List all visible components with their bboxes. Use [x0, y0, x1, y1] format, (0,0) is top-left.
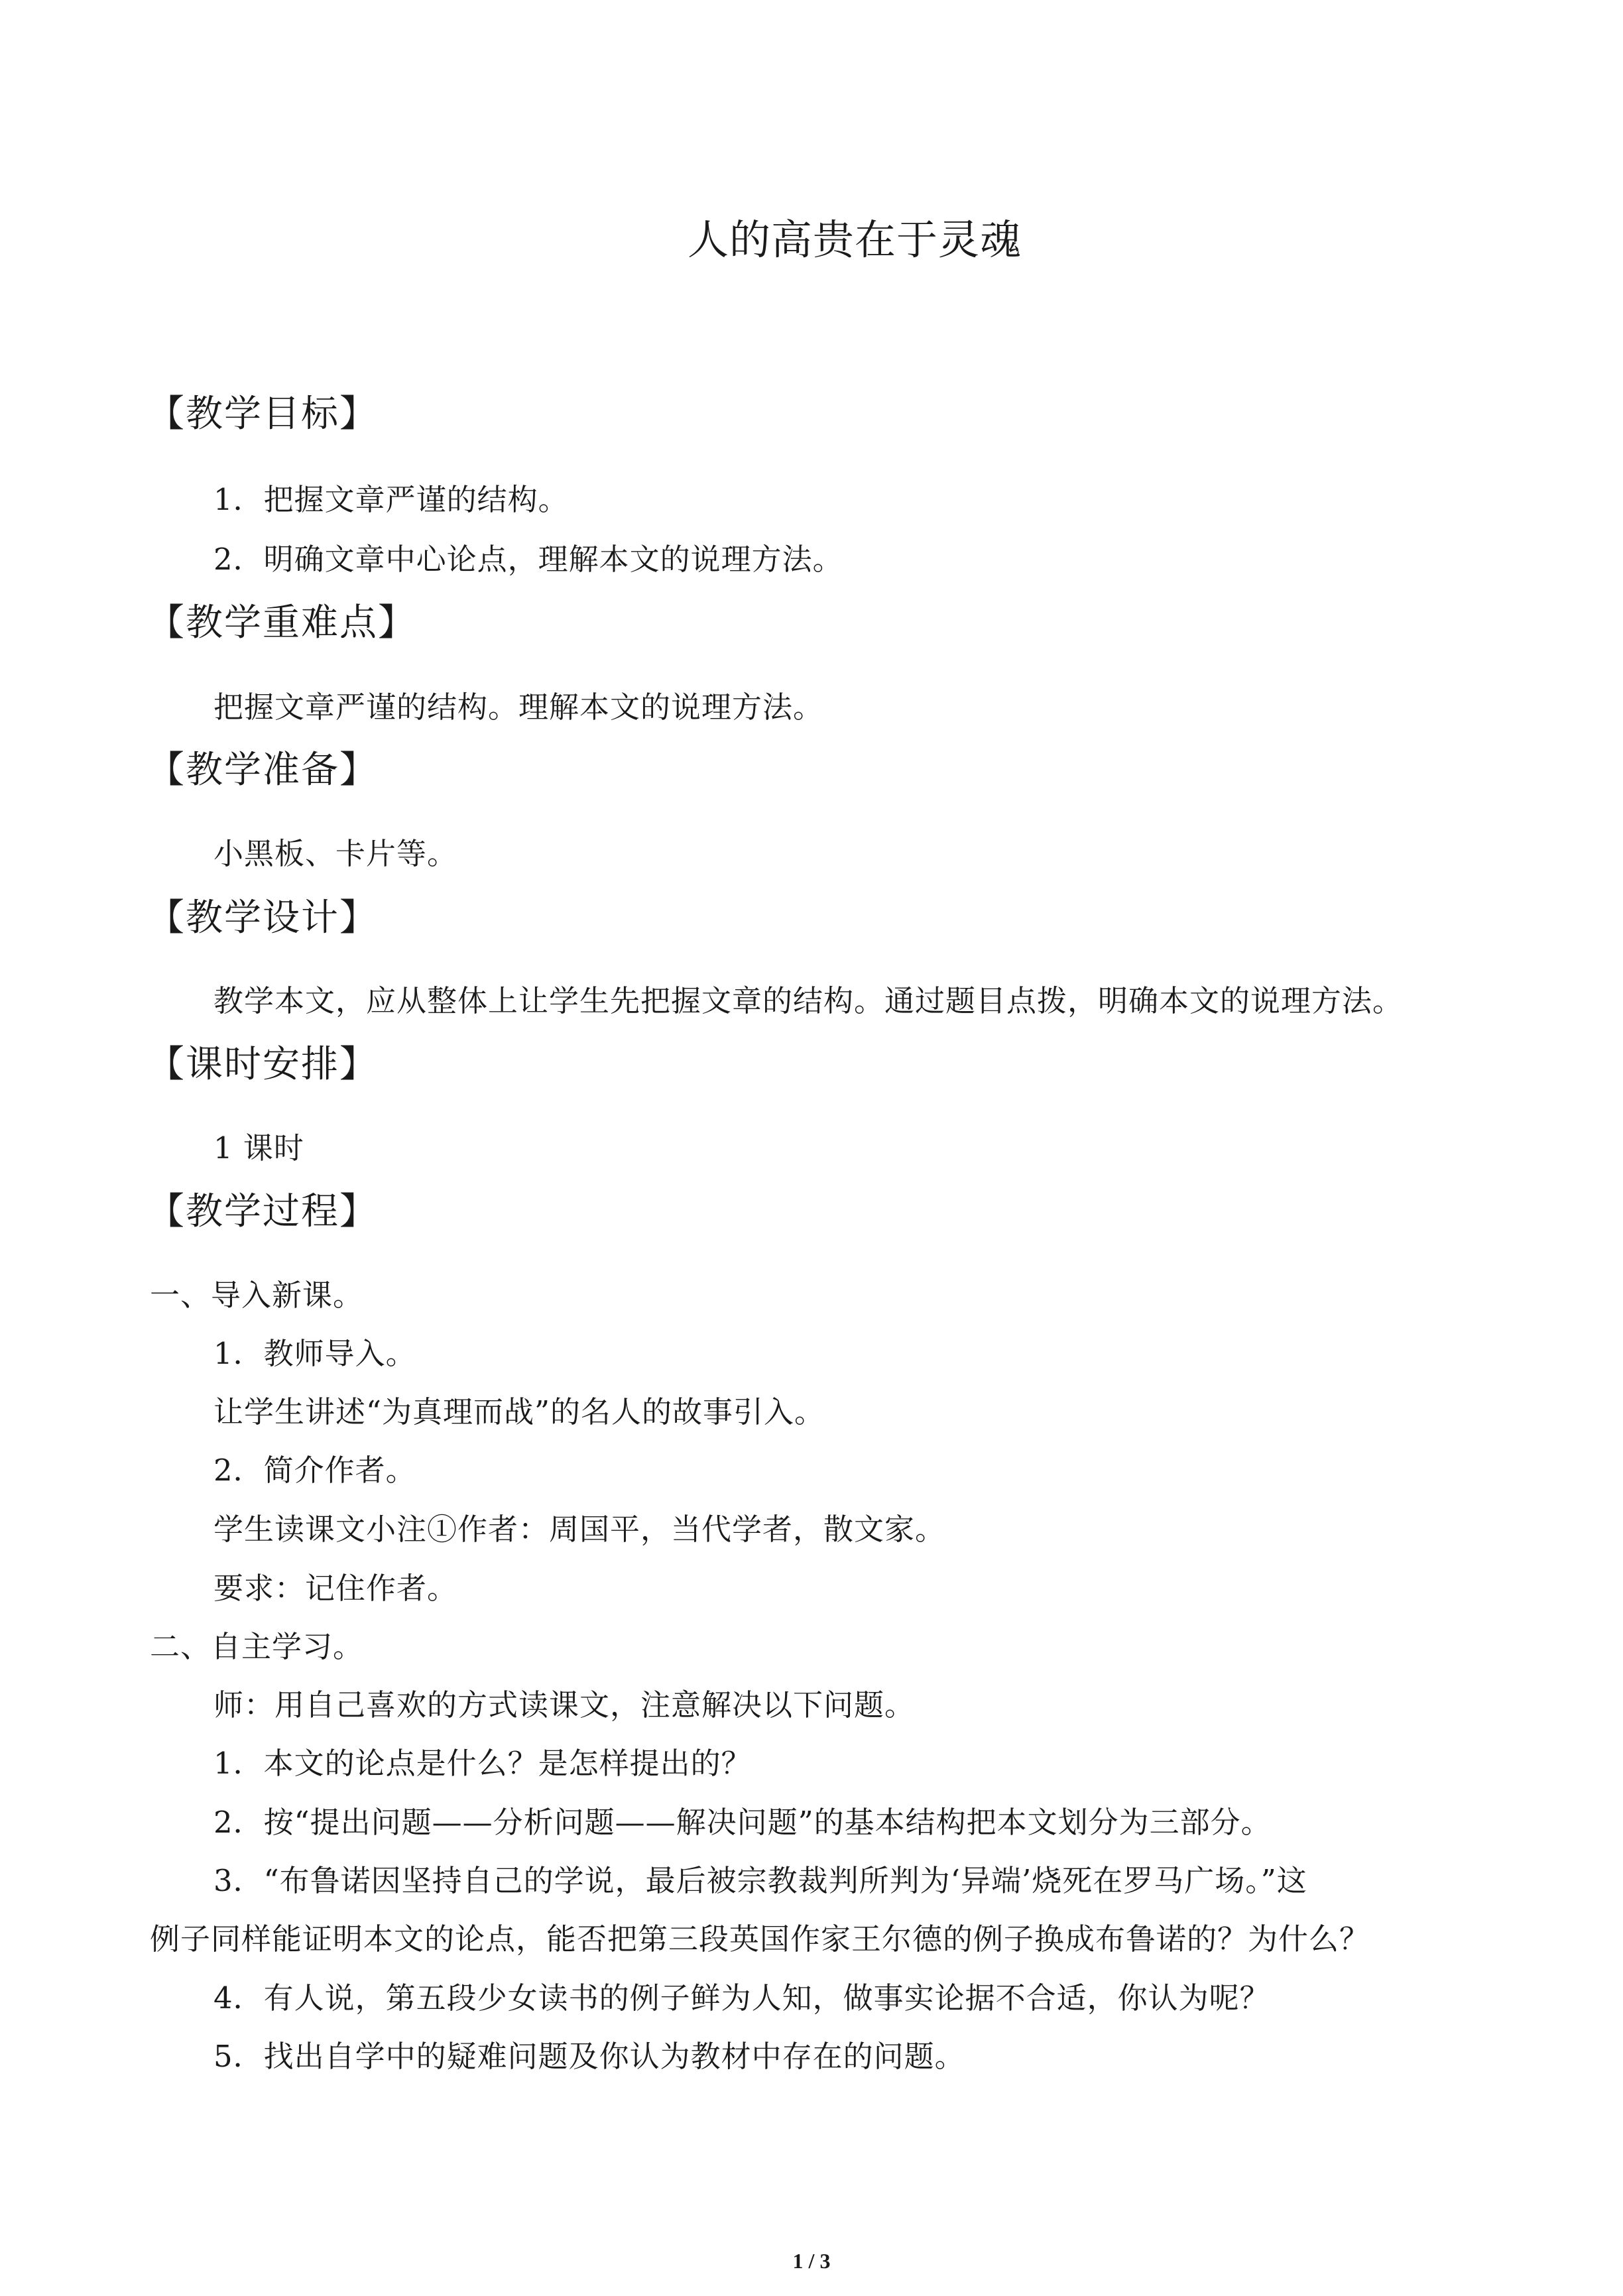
- process-part1-line-2: 让学生讲述“为真理而战”的名人的故事引入。: [213, 1394, 825, 1429]
- process-part2-line-5: 例子同样能证明本文的论点，能否把第三段英国作家王尔德的例子换成布鲁诺的？为什么？: [150, 1921, 1370, 1957]
- heading-design: 【教学设计】: [147, 896, 378, 939]
- key-points-text: 把握文章严谨的结构。理解本文的说理方法。: [213, 690, 824, 725]
- process-part2-line-3: 2．按“提出问题——分析问题——解决问题”的基本结构把本文划分为三部分。: [213, 1805, 1272, 1840]
- process-part2-line-2: 1．本文的论点是什么？是怎样提出的？: [213, 1746, 752, 1781]
- process-part2-title: 二、自主学习。: [150, 1629, 364, 1664]
- heading-key-points: 【教学重难点】: [147, 601, 416, 644]
- document-title: 人的高贵在于灵魂: [687, 215, 1022, 264]
- process-part2-line-1: 师：用自己喜欢的方式读课文，注意解决以下问题。: [213, 1687, 916, 1722]
- preparation-text: 小黑板、卡片等。: [213, 836, 458, 871]
- process-part1-line-3: 2．简介作者。: [213, 1453, 416, 1488]
- design-text: 教学本文，应从整体上让学生先把握文章的结构。通过题目点拨，明确本文的说理方法。: [213, 983, 1404, 1018]
- page-number: 1 / 3: [792, 2249, 831, 2273]
- process-part1-title: 一、导入新课。: [150, 1278, 364, 1313]
- process-part2-line-6: 4．有人说，第五段少女读书的例子鲜为人知，做事实论据不合适，你认为呢？: [213, 1980, 1270, 2016]
- objective-item-2: 2．明确文章中心论点，理解本文的说理方法。: [213, 542, 843, 577]
- process-part1-line-4: 学生读课文小注①作者：周国平，当代学者，散文家。: [213, 1512, 946, 1547]
- objective-item-1: 1．把握文章严谨的结构。: [213, 482, 569, 517]
- process-part2-line-7: 5．找出自学中的疑难问题及你认为教材中存在的问题。: [213, 2039, 965, 2074]
- heading-schedule: 【课时安排】: [147, 1043, 378, 1086]
- schedule-text: 1 课时: [213, 1130, 304, 1166]
- heading-objectives: 【教学目标】: [147, 393, 378, 436]
- heading-process: 【教学过程】: [147, 1190, 378, 1233]
- process-part2-line-4: 3．“布鲁诺因坚持自己的学说，最后被宗教裁判所判为‘异端’烧死在罗马广场。”这: [213, 1863, 1307, 1898]
- process-part1-line-5: 要求：记住作者。: [213, 1571, 458, 1606]
- process-part1-line-1: 1．教师导入。: [213, 1336, 416, 1371]
- heading-preparation: 【教学准备】: [147, 749, 378, 792]
